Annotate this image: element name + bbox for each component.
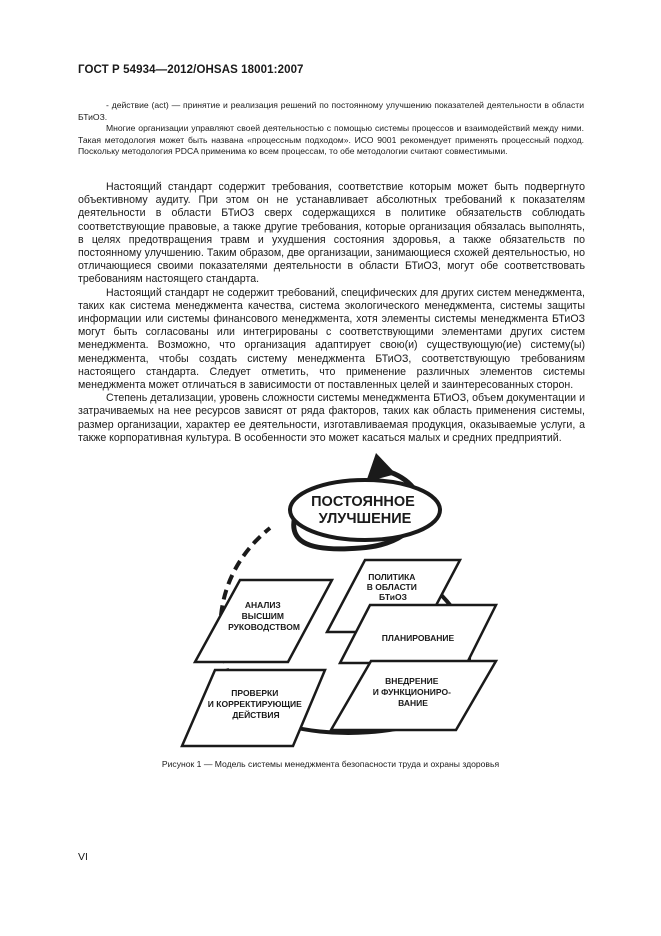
implementation-label-line: И ФУНКЦИОНИРО- <box>372 687 451 697</box>
note-paragraph: - действие (act) — принятие и реализация решений по постоянному улучшению показателей деятельности в области БТиОЗ. <box>78 100 584 122</box>
body-text <box>78 181 585 445</box>
center-label-line: ПОСТОЯННОЕ <box>311 494 415 510</box>
review-label-line: ВЫСШИМ <box>241 611 284 621</box>
improvement-ellipse <box>290 480 440 540</box>
checking-label-line: И КОРРЕКТИРУЮЩИЕ <box>207 699 302 709</box>
review-box <box>195 580 332 662</box>
policy-label-line: В ОБЛАСТИ <box>366 582 417 592</box>
implementation-label-line: ВАНИЕ <box>398 698 428 708</box>
planning-label-line: ПЛАНИРОВАНИЕ <box>381 633 455 643</box>
figure-caption: Рисунок 1 — Модель системы менеджмента безопасности труда и охраны здоровья <box>161 759 500 769</box>
ohsms-cycle-diagram <box>160 448 520 748</box>
svg-text:ПОСТОЯННОЕ УЛУЧШЕНИЕ <box>311 494 419 527</box>
checking-label-line: ДЕЙСТВИЯ <box>232 710 280 720</box>
policy-label-line: ПОЛИТИКА <box>368 572 416 582</box>
center-label-line: УЛУЧШЕНИЕ <box>318 511 412 527</box>
policy-label-line: БТиОЗ <box>379 592 407 602</box>
body-paragraph: Настоящий стандарт содержит требования, соответствие которым может быть подвергнуто объективному аудиту. При этом он не устанавливает абсолютных требований к показателям деятельности в области БТиОЗ сверх содержащихся в политике обязательств соблюдать соответствующие правовые, а также другие требования, которые организация обязалась выполнять, в целях предотвращения травм и ухудшения состояния здоровья, а также обязательств по постоянному улучшению. Таким образом, две организации, занимающиеся схожей деятельностью, но отличающиеся своими показателями деятельности в области БТиОЗ, могут обе соответствовать требованиям настоящего стандарта. <box>78 181 585 286</box>
page-number: VI <box>78 851 88 863</box>
document-header: ГОСТ Р 54934—2012/OHSAS 18001:2007 <box>78 64 304 76</box>
note-paragraph: Многие организации управляют своей деятельностью с помощью системы процессов и взаимодействий между ними. Такая методология может быть названа «процессным подходом». ИСО 9001 рекомендует применять процессный подход. Поскольку методология PDCA применима ко всем процессам, то обе методологии считают совместимыми. <box>78 123 584 157</box>
body-paragraph: Степень детализации, уровень сложности системы менеджмента БТиОЗ, объем документации и затрачиваемых на нее ресурсов зависят от ряда факторов, таких как область применения системы, размер организации, характер ее деятельности, изготавливаемая продукция, оказываемые услуги, а также корпоративная культура. В особенности это может касаться малых и средних предприятий. <box>78 392 585 444</box>
note-text <box>78 100 584 158</box>
review-label-line: РУКОВОДСТВОМ <box>228 622 300 632</box>
svg-text:ПЛАНИРОВАНИЕ <box>382 633 455 643</box>
review-label-line: АНАЛИЗ <box>244 600 281 610</box>
improvement-arrowhead <box>366 453 396 482</box>
body-paragraph: Настоящий стандарт не содержит требований, специфических для других систем менеджмента, таких как система менеджмента качества, система экологического менеджмента, системы защиты информации или системы финансового менеджмента, хотя элементы системы менеджмента БТиОЗ могут быть согласованы или интегрированы с соответствующими элементами других систем менеджмента. Возможно, что организация адаптирует свою(и) существующую(ие) систему(ы) менеджмента, чтобы создать систему менеджмента БТиОЗ, соответствующую требованиям настоящего стандарта. Следует отметить, что применение различных элементов системы менеджмента может отличаться в зависимости от поставленных целей и заинтересованных сторон. <box>78 286 585 392</box>
implementation-label-line: ВНЕДРЕНИЕ <box>385 676 439 686</box>
checking-label-line: ПРОВЕРКИ <box>231 688 279 698</box>
